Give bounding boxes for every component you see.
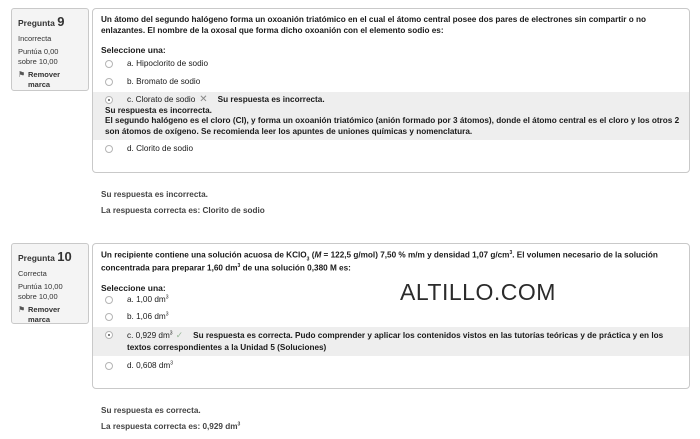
question-number: Pregunta 10 — [18, 249, 72, 264]
answer-option-b[interactable]: b. 1,06 $dm^3$ — [101, 311, 681, 323]
answer-feedback: Su respuesta es incorrecta. El segundo halógeno es el cloro (Cl), y forma un oxoanión triatómico (anión formado por 3 átomos), donde el átomo central es el cloro y los otros 2 son átomos de oxígeno. Se recomienda leer los apuntes de uniones químicas y nomenclatura. — [105, 105, 680, 136]
question-grade: Puntúa 10,00 sobre 10,00 — [18, 281, 63, 301]
answer-verdict: Su respuesta es correcta. Pudo comprender y aplicar los contenidos vistos en las tutorías teóricas y de práctica y en los textos correspondientes a la Unidad 5 (Soluciones) — [127, 331, 664, 352]
flag-icon: ⚑ — [18, 304, 26, 314]
select-prompt: Seleccione una: — [101, 45, 166, 56]
answer-option-b[interactable]: b. Bromato de sodio — [101, 76, 681, 88]
answer-option-c-selected[interactable]: c. Clorato de sodio ✕ Su respuesta es incorrecta. Su respuesta es incorrecta. El segundo halógeno es el cloro (Cl), y forma un oxoanión triatómico (anión formado por 3 átomos), donde el átomo central es el cloro y los otros 2 son átomos de oxígeno. Se recomienda leer los apuntes de uniones químicas y nomenclatura. — [93, 92, 689, 140]
radio-button[interactable] — [105, 145, 113, 153]
remove-flag-link[interactable]: ⚑ Remover marca — [18, 69, 61, 90]
answer-option-d[interactable]: d. 0,608 $dm^3$ — [101, 360, 681, 372]
question-outcome-10: Su respuesta es correcta. La respuesta correcta es: 0,929 $dm^3$ — [101, 406, 241, 431]
question-info-10 — [11, 243, 89, 324]
cross-icon: ✕ — [199, 94, 208, 106]
question-box-9 — [92, 8, 690, 173]
question-box-10 — [92, 243, 690, 389]
question-state: Incorrecta — [18, 33, 52, 43]
question-text: Un recipiente contiene una solución acuosa de KClO$_3$ (M = 122,5 g/mol) 7,50 % m/m y densidad 1,07 $g/cm^3$. El volumen necesario de la solución concentrada para preparar 1,60 $dm^3$ de una solución 0,380 M es: — [101, 250, 658, 273]
check-icon: ✓ — [175, 330, 184, 341]
answer-verdict: Su respuesta es incorrecta. — [217, 95, 325, 105]
answer-option-a[interactable]: a. 1,00 $dm^3$ — [101, 294, 681, 306]
answer-option-d[interactable]: d. Clorito de sodio — [101, 143, 681, 155]
remove-flag-link[interactable]: ⚑ Remover marca — [18, 304, 61, 325]
question-state: Correcta — [18, 268, 47, 278]
radio-button-checked[interactable] — [105, 331, 113, 339]
radio-button[interactable] — [105, 78, 113, 86]
watermark: ALTILLO.COM — [400, 279, 556, 305]
radio-button[interactable] — [105, 313, 113, 321]
radio-button[interactable] — [105, 362, 113, 370]
question-number: Pregunta 9 — [18, 14, 65, 29]
flag-icon: ⚑ — [18, 69, 26, 79]
question-outcome-9: Su respuesta es incorrecta. La respuesta correcta es: Clorito de sodio — [101, 190, 265, 215]
select-prompt: Seleccione una: — [101, 283, 166, 294]
question-info-9 — [11, 8, 89, 91]
question-grade: Puntúa 0,00 sobre 10,00 — [18, 46, 59, 66]
radio-button[interactable] — [105, 60, 113, 68]
answer-option-c-selected[interactable]: c. 0,929 $dm^3$ ✓ Su respuesta es correcta. Pudo comprender y aplicar los contenidos vistos en las tutorías teóricas y de práctica y en los textos correspondientes a la Unidad 5 (Soluciones) — [93, 327, 689, 356]
radio-button-checked[interactable] — [105, 96, 113, 104]
question-text: Un átomo del segundo halógeno forma un oxoanión triatómico en el cual el átomo central posee dos pares de electrones sin compartir o no enlazantes. El nombre de la oxosal que forma dicho oxoanión con el elemento sodio es: — [101, 15, 647, 35]
radio-button[interactable] — [105, 296, 113, 304]
answer-option-a[interactable]: a. Hipoclorito de sodio — [101, 58, 681, 70]
